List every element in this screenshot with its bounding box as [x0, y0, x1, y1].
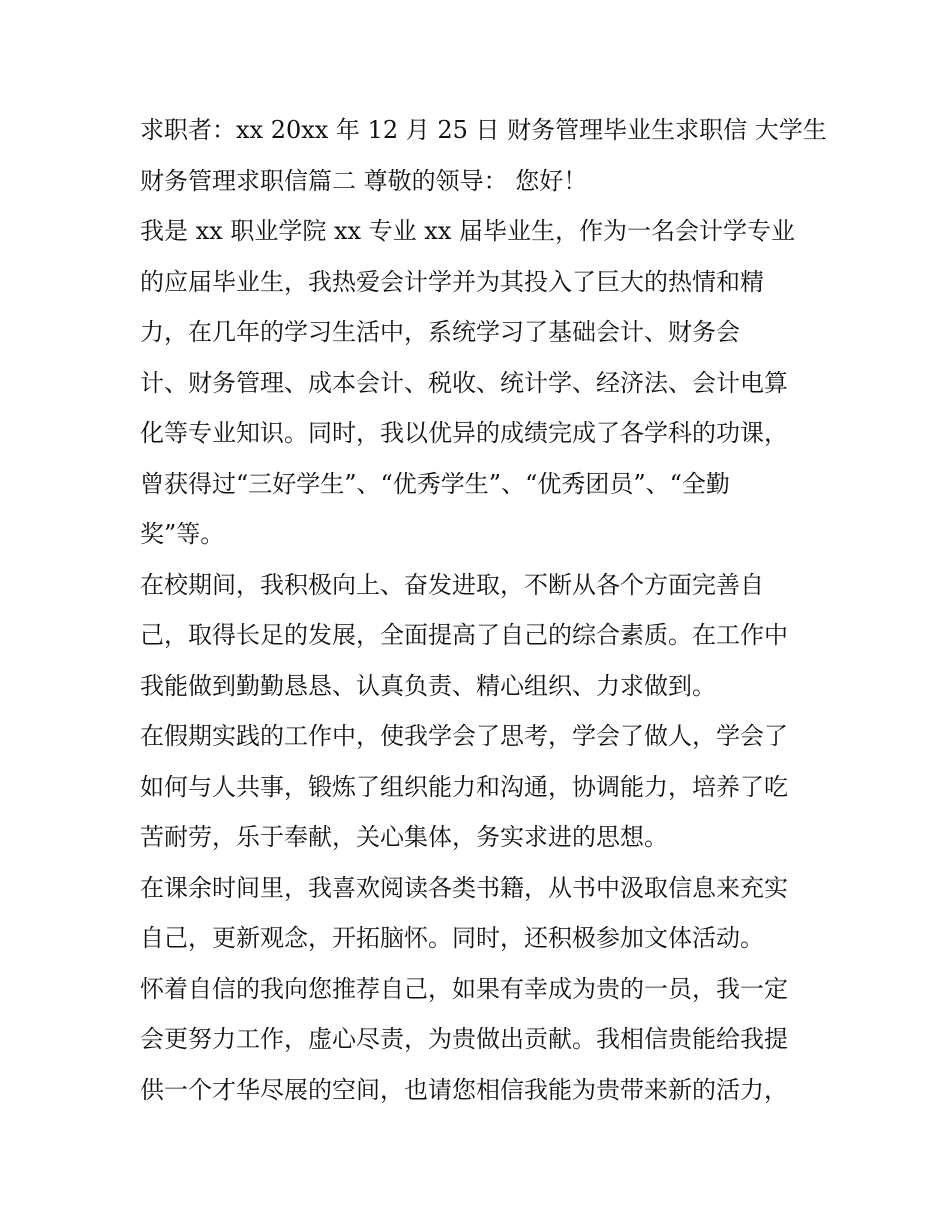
text-line: 在校期间，我积极向上、奋发进取，不断从各个方面完善自 — [140, 570, 764, 599]
text-line: 苦耐劳，乐于奉献，关心集体，务实求进的思想。 — [140, 823, 668, 851]
text-line: 计、财务管理、成本会计、税收、统计学、经济法、会计电算 — [140, 368, 788, 397]
text-line: 供一个才华尽展的空间，也请您相信我能为贵带来新的活力， — [140, 1075, 788, 1104]
text-line: 化等专业知识。同时，我以优异的成绩完成了各学科的功课， — [140, 419, 788, 447]
text-line: 我能做到勤勤恳恳、认真负责、精心组织、力求做到。 — [140, 671, 716, 700]
text-line: 力，在几年的学习生活中，系统学习了基础会计、财务会 — [140, 318, 740, 346]
text-line: 奖”等。 — [140, 520, 225, 548]
text-line: 财务管理求职信篇二 尊敬的领导： 您好！ — [140, 166, 588, 195]
letter-body — [140, 105, 827, 1115]
text-line: 己，取得长足的发展，全面提高了自己的综合素质。在工作中 — [140, 621, 788, 649]
text-line: 在假期实践的工作中，使我学会了思考，学会了做人，学会了 — [140, 722, 788, 750]
text-line: 曾获得过“三好学生”、“优秀学生”、“优秀团员”、“全勤 — [140, 469, 730, 498]
text-line: 求职者：xx 20xx 年 12 月 25 日 财务管理毕业生求职信 大学生 — [140, 116, 827, 144]
text-line: 的应届毕业生，我热爱会计学并为其投入了巨大的热情和精 — [140, 267, 764, 296]
text-line: 在课余时间里，我喜欢阅读各类书籍，从书中汲取信息来充实 — [140, 873, 788, 902]
text-line: 如何与人共事，锻炼了组织能力和沟通，协调能力，培养了吃 — [140, 772, 788, 801]
text-line: 我是 xx 职业学院 xx 专业 xx 届毕业生，作为一名会计学专业 — [140, 217, 795, 245]
text-line: 会更努力工作，虚心尽责，为贵做出贡献。我相信贵能给我提 — [140, 1025, 788, 1053]
text-line: 怀着自信的我向您推荐自己，如果有幸成为贵的一员，我一定 — [140, 974, 788, 1003]
text-line: 自己，更新观念，开拓脑怀。同时，还积极参加文体活动。 — [140, 924, 764, 952]
